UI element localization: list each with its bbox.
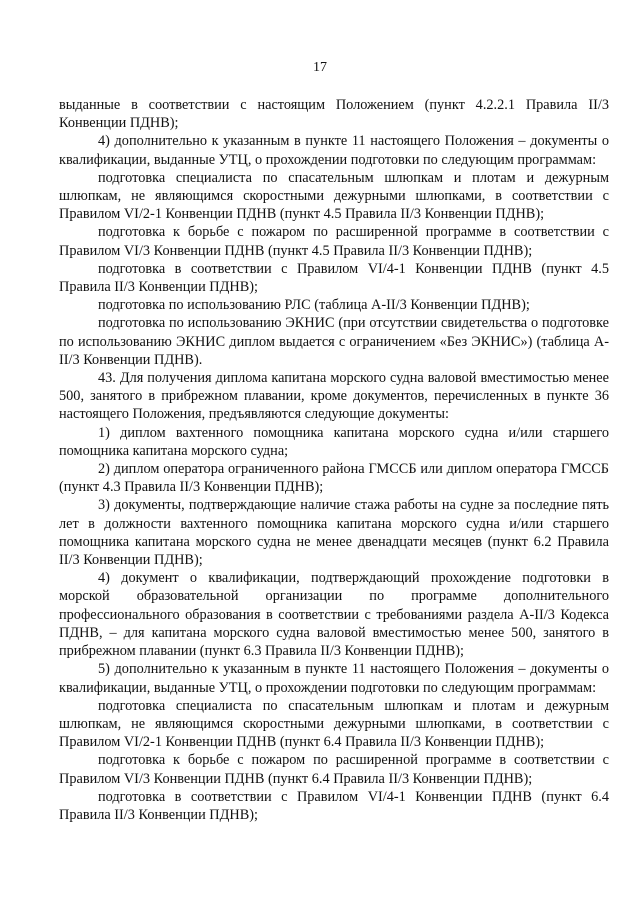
paragraph-item-4-utc: 4) дополнительно к указанным в пункте 11 настоящего Положения – документы о квалификации, выданные УТЦ, о прохождении подготовки по следующим программам: bbox=[59, 133, 609, 168]
document-body bbox=[59, 96, 609, 824]
paragraph-ecdis-training: подготовка по использованию ЭКНИС (при отсутствии свидетельства о подготовке по использованию ЭКНИС диплом выдается с ограничением «Без ЭКНИС») (таблица А-II/3 Конвенции ПДНВ). bbox=[59, 315, 609, 368]
paragraph-item-5-utc: 5) дополнительно к указанным в пункте 11 настоящего Положения – документы о квалификации, выданные УТЦ, о прохождении подготовки по следующим программам: bbox=[59, 661, 609, 696]
paragraph-lifeboat-training: подготовка специалиста по спасательным шлюпкам и плотам и дежурным шлюпкам, не являющимся скоростными дежурными шлюпками, в соответствии с Правилом VI/2-1 Конвенции ПДНВ (пункт 4.5 Правила II/3 Конвенции ПДНВ); bbox=[59, 169, 609, 223]
paragraph-radar-training: подготовка по использованию РЛС (таблица А-II/3 Конвенции ПДНВ); bbox=[98, 297, 530, 314]
paragraph-continuation: выданные в соответствии с настоящим Положением (пункт 4.2.2.1 Правила II/3 Конвенции ПДНВ); bbox=[59, 97, 609, 132]
paragraph-item-1-diploma: 1) диплом вахтенного помощника капитана морского судна и/или старшего помощника капитана морского судна; bbox=[59, 424, 609, 459]
paragraph-vi-4-1-training-2: подготовка в соответствии с Правилом VI/4-1 Конвенции ПДНВ (пункт 6.4 Правила II/3 Конвенции ПДНВ); bbox=[59, 788, 609, 823]
paragraph-item-3-experience: 3) документы, подтверждающие наличие стажа работы на судне за последние пять лет в должности вахтенного помощника капитана морского судна и/или старшего помощника капитана морского судна не менее двенадцати месяцев (пункт 6.2 Правила II/3 Конвенции ПДНВ); bbox=[59, 497, 609, 569]
page-number: 17 bbox=[313, 60, 327, 75]
paragraph-item-4-qualification: 4) документ о квалификации, подтверждающий прохождение подготовки в морской образовательной организации по программе дополнительного профессионального образования в соответствии с требованиями раздела А-II/3 Кодекса ПДНВ, – для капитана морского судна валовой вместимостью менее 500, занятого в прибрежном плавании (пункт 6.3 Правила II/3 Конвенции ПДНВ); bbox=[59, 570, 609, 660]
paragraph-lifeboat-training-2: подготовка специалиста по спасательным шлюпкам и плотам и дежурным шлюпкам, не являющимся скоростными дежурными шлюпками, в соответствии с Правилом VI/2-1 Конвенции ПДНВ (пункт 6.4 Правила II/3 Конвенции ПДНВ); bbox=[59, 697, 609, 751]
paragraph-firefighting-training-2: подготовка к борьбе с пожаром по расширенной программе в соответствии с Правилом VI/3 Конвенции ПДНВ (пункт 6.4 Правила II/3 Конвенции ПДНВ); bbox=[59, 752, 609, 787]
paragraph-firefighting-training: подготовка к борьбе с пожаром по расширенной программе в соответствии с Правилом VI/3 Конвенции ПДНВ (пункт 4.5 Правила II/3 Конвенции ПДНВ); bbox=[59, 224, 609, 259]
paragraph-section-43: 43. Для получения диплома капитана морского судна валовой вместимостью менее 500, занятого в прибрежном плавании, кроме документов, перечисленных в пункте 36 настоящего Положения, предъявляются следующие документы: bbox=[59, 370, 609, 423]
paragraph-item-2-gmdss: 2) диплом оператора ограниченного района ГМССБ или диплом оператора ГМССБ (пункт 4.3 Правила II/3 Конвенции ПДНВ); bbox=[59, 461, 609, 496]
paragraph-vi-4-1-training: подготовка в соответствии с Правилом VI/4-1 Конвенции ПДНВ (пункт 4.5 Правила II/3 Конвенции ПДНВ); bbox=[59, 260, 609, 296]
